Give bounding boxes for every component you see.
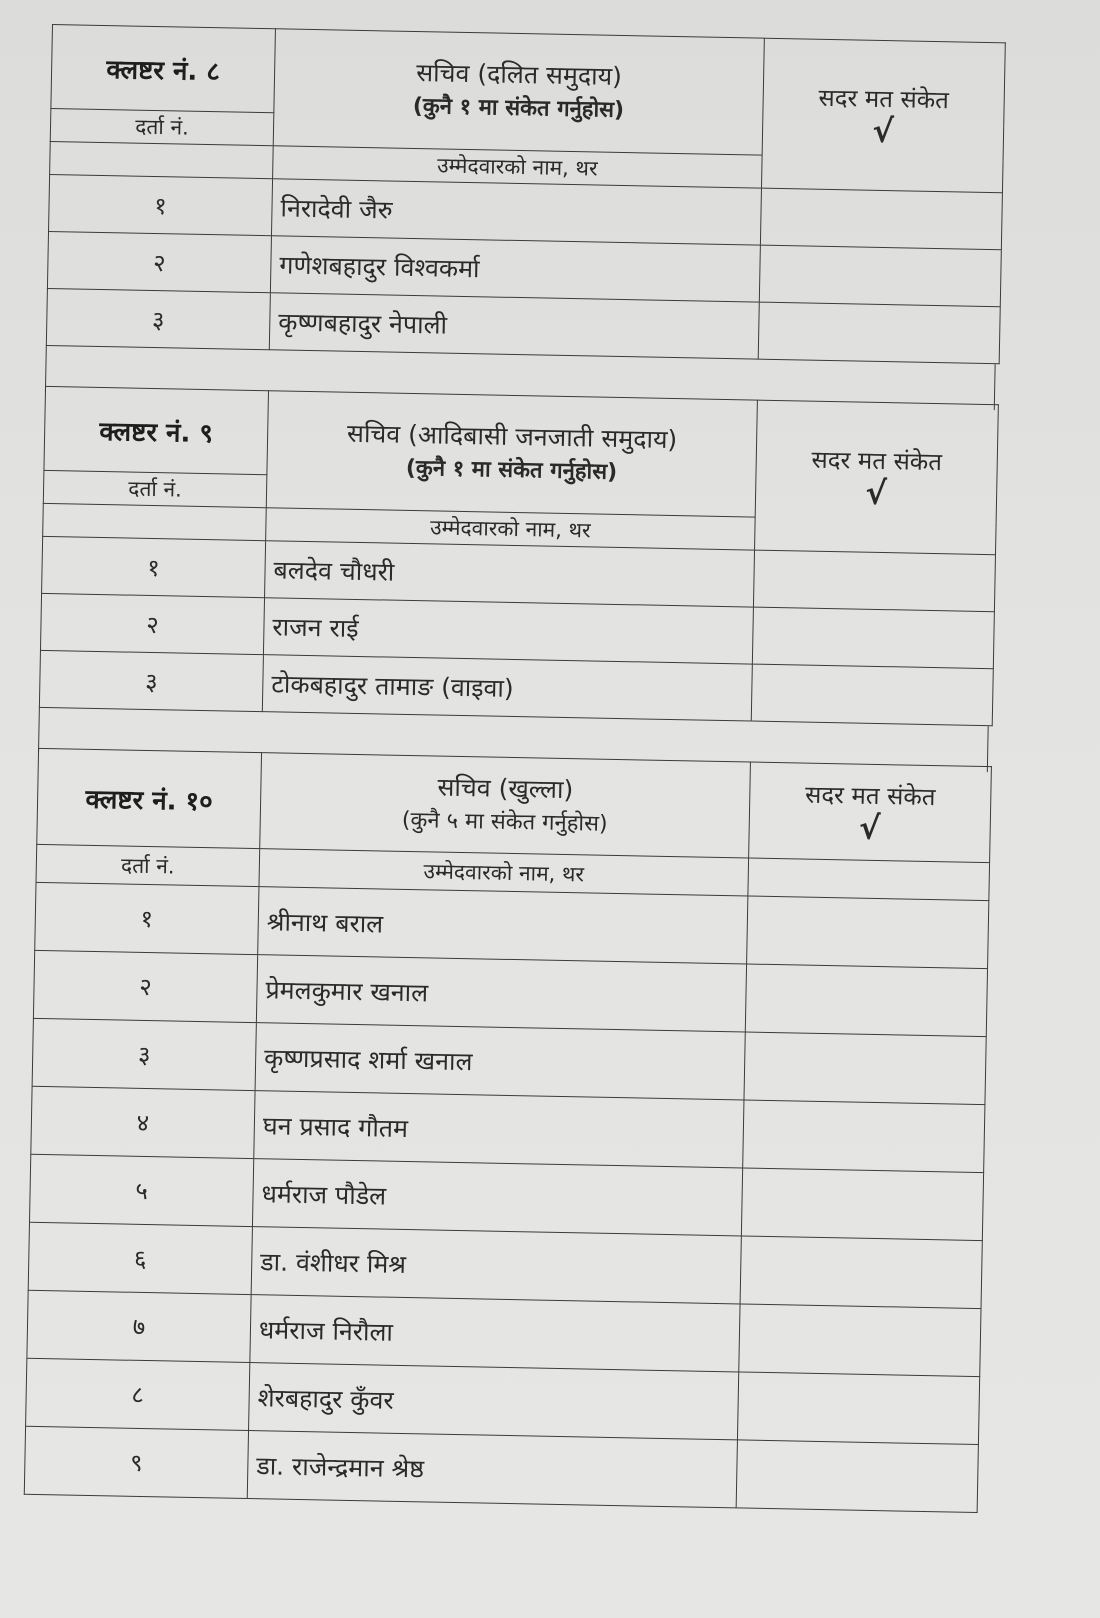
cluster-9-section — [38, 386, 995, 772]
reg-no: २ — [33, 950, 257, 1022]
reg-no-header: दर्ता नं. — [43, 470, 267, 507]
candidate-header: उम्मेदवारको नाम, थर — [273, 146, 763, 188]
vote-box[interactable] — [736, 1440, 978, 1513]
vote-box[interactable] — [745, 964, 987, 1037]
tick-icon: √ — [865, 473, 888, 512]
vote-box[interactable] — [758, 302, 1000, 364]
vote-mark-label: सदर मत संकेत — [818, 83, 950, 114]
reg-no: २ — [40, 593, 264, 654]
vote-box[interactable] — [752, 607, 994, 669]
cluster-table — [39, 386, 999, 726]
candidate-name: शेरबहादुर कुँवर — [249, 1363, 739, 1440]
cluster-table — [24, 748, 992, 1513]
reg-no-header: दर्ता नं. — [36, 844, 260, 886]
vote-box[interactable] — [753, 550, 995, 612]
tick-icon: √ — [858, 808, 881, 847]
reg-no: ७ — [27, 1290, 251, 1362]
vote-box[interactable] — [760, 188, 1002, 250]
candidate-name: राजन राई — [263, 598, 753, 664]
vote-box[interactable] — [741, 1168, 983, 1241]
reg-no-blank — [50, 141, 274, 178]
ballot-sheet — [22, 24, 1002, 1592]
vote-box[interactable] — [747, 896, 989, 969]
vote-mark-header — [761, 38, 1005, 193]
post-title — [266, 391, 757, 517]
post-name: सचिव (आदिबासी जनजाती समुदाय) — [346, 418, 678, 455]
candidate-name: डा. राजेन्द्रमान श्रेष्ठ — [247, 1431, 737, 1508]
cluster-label: क्लष्टर नं. १० — [37, 748, 262, 848]
post-instruction: (कुनै १ मा संकेत गर्नुहोस) — [412, 93, 625, 123]
candidate-name: निरादेवी जैरु — [271, 179, 761, 245]
candidate-header: उम्मेदवारको नाम, थर — [266, 508, 756, 550]
candidate-name: कृष्णबहादुर नेपाली — [269, 293, 759, 359]
candidate-name: धर्मराज निरौला — [250, 1295, 740, 1372]
candidate-name: बलदेव चौधरी — [265, 541, 755, 607]
vote-box[interactable] — [744, 1032, 986, 1105]
cluster-10-section — [24, 748, 988, 1513]
cluster-8-section — [45, 24, 1002, 410]
reg-no: २ — [47, 231, 271, 292]
reg-no: ५ — [29, 1154, 253, 1226]
vote-box[interactable] — [751, 664, 993, 726]
reg-no: ६ — [28, 1222, 252, 1294]
reg-no: ९ — [24, 1426, 248, 1498]
cluster-label: क्लष्टर नं. ८ — [51, 25, 276, 113]
vote-mark-header — [755, 400, 999, 555]
post-name: सचिव (खुल्ला) — [437, 772, 574, 804]
candidate-name: गणेशबहादुर विश्वकर्मा — [270, 236, 760, 302]
vote-box-header-blank — [748, 858, 990, 901]
post-instruction: (कुनै १ मा संकेत गर्नुहोस) — [405, 455, 618, 485]
reg-no: ३ — [32, 1018, 256, 1090]
candidate-name: धर्मराज पौडेल — [252, 1159, 742, 1236]
vote-mark-header — [749, 762, 992, 863]
reg-no: ३ — [46, 288, 270, 349]
vote-box[interactable] — [737, 1372, 979, 1445]
candidate-name: श्रीनाथ बराल — [258, 887, 748, 964]
cluster-table — [46, 24, 1006, 364]
reg-no: ३ — [39, 650, 263, 711]
post-instruction: (कुनै ५ मा संकेत गर्नुहोस) — [401, 807, 608, 837]
reg-no-blank — [43, 503, 267, 540]
cluster-label: क्लष्टर नं. ९ — [44, 386, 269, 474]
vote-box[interactable] — [740, 1236, 982, 1309]
post-name: सचिव (दलित समुदाय) — [416, 58, 623, 91]
candidate-name: कृष्णप्रसाद शर्मा खनाल — [255, 1023, 745, 1100]
candidate-name: डा. वंशीधर मिश्र — [251, 1227, 741, 1304]
vote-mark-label: सदर मत संकेत — [804, 780, 936, 811]
candidate-name: टोकबहादुर तामाङ (वाइवा) — [262, 655, 752, 721]
candidate-name: घन प्रसाद गौतम — [254, 1091, 744, 1168]
vote-box[interactable] — [759, 245, 1001, 307]
reg-no: १ — [42, 536, 266, 597]
tick-icon: √ — [872, 111, 895, 150]
vote-mark-label: सदर मत संकेत — [811, 445, 943, 476]
reg-no: ४ — [31, 1086, 255, 1158]
vote-box[interactable] — [739, 1304, 981, 1377]
reg-no-header: दर्ता नं. — [50, 108, 274, 145]
reg-no: ८ — [26, 1358, 250, 1430]
candidate-name: प्रेमलकुमार खनाल — [256, 955, 746, 1032]
post-title — [260, 753, 751, 858]
reg-no: १ — [49, 174, 273, 235]
post-title — [273, 29, 764, 155]
candidate-header: उम्मेदवारको नाम, थर — [259, 849, 749, 896]
reg-no: १ — [35, 882, 259, 954]
vote-box[interactable] — [743, 1100, 985, 1173]
